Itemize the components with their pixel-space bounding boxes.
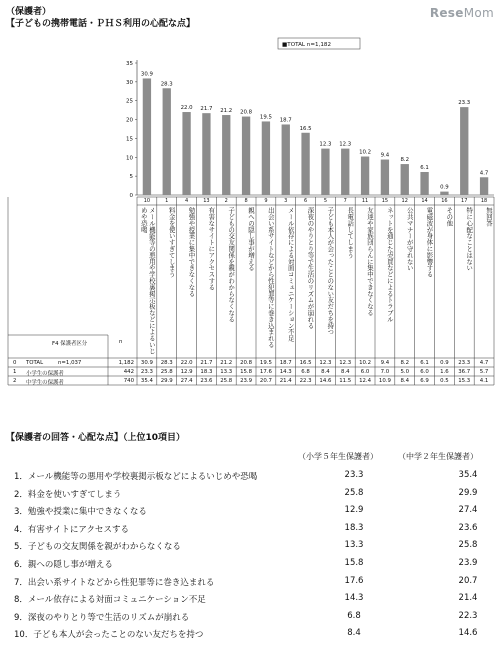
table-cell: 12.3: [319, 360, 332, 366]
table-cell: 7.0: [380, 369, 390, 375]
table-cell: 10.9: [378, 378, 391, 384]
category-label: 友達や家族団らんに集中できなくなる: [365, 207, 374, 316]
bar-value-label: 6.1: [420, 164, 429, 171]
ranking-row: [14, 505, 494, 523]
ranking-label: 8．メール依存による対面コミュニケーション不足: [14, 595, 206, 606]
category-label: 子ども本人が会ったことのない友だちを持つ: [326, 207, 335, 335]
row-n: 442: [123, 369, 134, 375]
bar-value-label: 19.5: [259, 114, 272, 121]
table-cell: 10.2: [359, 360, 372, 366]
table-cell: 5.7: [479, 369, 489, 375]
bar-value-label: 22.0: [180, 105, 193, 112]
bar-value-label: 18.7: [279, 117, 292, 124]
item-number: 5: [323, 198, 327, 204]
table-cell: 8.4: [400, 378, 410, 384]
table-cell: 25.8: [160, 369, 173, 375]
ranking-label: 4．有害サイトにアクセスする: [14, 524, 130, 535]
table-cell: 8.4: [340, 369, 350, 375]
ranking-middle-value: 23.6: [458, 522, 478, 533]
bar-value-label: 8.2: [400, 157, 410, 164]
table-cell: 4.1: [479, 378, 489, 384]
row-label: 中学生の保護者: [26, 380, 64, 386]
table-cell: 23.9: [240, 378, 253, 384]
ranking-label: 7．出会い系サイトなどから性犯罪等に巻き込まれる: [14, 577, 215, 588]
row-n: 1,182: [118, 360, 134, 366]
table-cell: 0.5: [440, 378, 449, 384]
ranking-row: [14, 488, 494, 506]
column-header-elementary: （小学５年生保護者）: [298, 452, 378, 461]
table-cell: 21.4: [279, 378, 292, 384]
table-cell: 11.5: [339, 378, 352, 384]
bar-value-label: 28.3: [160, 81, 173, 88]
ranking-row: [14, 611, 494, 629]
table-cell: 6.8: [301, 369, 310, 375]
ranking-middle-value: 25.8: [458, 540, 478, 551]
table-cell: 9.4: [380, 360, 390, 366]
y-tick-label: 5: [129, 174, 133, 181]
y-tick-label: 35: [126, 61, 133, 67]
item-number: 2: [224, 198, 228, 204]
category-label: 子どもの交友関係を親がわからなくなる: [227, 207, 236, 323]
bar-value-label: 23.3: [458, 100, 471, 107]
row-label: TOTAL: [26, 360, 44, 366]
table-cell: 12.3: [339, 360, 352, 366]
ranking-middle-value: 29.9: [458, 487, 478, 498]
bar-value-label: 10.2: [359, 149, 372, 156]
y-tick-label: 10: [126, 155, 133, 162]
ranking-row: [14, 540, 494, 558]
ranking-middle-value: 14.6: [458, 628, 478, 639]
category-label: メール依存による対面コミュニケーション不足: [286, 207, 295, 342]
table-cell: 20.7: [259, 378, 272, 384]
ranking-label: 6．親への隠し事が増える: [14, 560, 113, 570]
category-label: 公共マナーが守れない: [405, 207, 414, 271]
y-tick-label: 25: [126, 98, 133, 105]
ranking-label: 3．勉強や授業に集中できなくなる: [14, 507, 147, 518]
bar-value-label: 12.3: [339, 141, 352, 148]
ranking-elementary-value: 23.3: [344, 470, 364, 480]
row-n-label: n=1,037: [58, 360, 82, 366]
table-cell: 6.0: [420, 369, 429, 375]
table-cell: 12.4: [359, 378, 372, 384]
item-number: 17: [461, 198, 468, 204]
category-label: 出会い系サイトなどから性犯罪等に巻き込まれる: [266, 207, 275, 348]
table-cell: 30.9: [140, 360, 153, 366]
table-n-header: n: [119, 339, 123, 345]
ranking-row: [14, 593, 494, 611]
table-cell: 18.3: [200, 369, 213, 375]
table-cell: 15.8: [240, 369, 253, 375]
table-cell: 19.5: [259, 360, 272, 366]
category-label: 親への隠し事が増える: [246, 207, 255, 271]
ranking-label: 9．深夜のやりとり等で生活のリズムが崩れる: [14, 612, 190, 623]
item-number: 6: [303, 198, 308, 204]
item-number: 9: [264, 198, 268, 204]
bar-value-label: 0.9: [440, 184, 449, 191]
category-label: 深夜のやりとり等で生活のリズムが崩れる: [306, 207, 315, 329]
table-cell: 8.2: [400, 360, 410, 366]
column-header-middle: （中学２年生保護者）: [398, 452, 478, 461]
y-tick-label: 0: [129, 193, 133, 199]
item-number: 1: [165, 198, 169, 204]
ranking-elementary-value: 14.3: [344, 593, 364, 604]
logo-text-b: Mom: [463, 6, 494, 20]
ranking-elementary-value: 8.4: [347, 628, 361, 639]
category-label: 長電話してしまう: [346, 207, 355, 259]
ranking-elementary-value: 12.9: [344, 505, 364, 516]
bar-value-label: 21.2: [220, 108, 233, 115]
row-label: 小学生の保護者: [26, 371, 64, 377]
table-cell: 12.9: [180, 369, 193, 375]
ranking-elementary-value: 6.8: [347, 610, 361, 621]
table-cell: 15.3: [458, 378, 471, 384]
table-cell: 21.7: [200, 360, 213, 366]
row-n: 740: [123, 378, 134, 384]
table-cell: 23.3: [458, 360, 471, 366]
bar-value-label: 21.7: [200, 106, 213, 113]
table-cell: 8.4: [321, 369, 330, 375]
bar-value-label: 12.3: [319, 141, 332, 148]
y-tick-label: 30: [126, 79, 133, 86]
item-number: 18: [480, 198, 488, 204]
table-cell: 6.0: [360, 369, 370, 375]
ranking-label: 10．子ども本人が会ったことのない友だちを持つ: [14, 630, 204, 641]
bar-value-label: 30.9: [140, 71, 153, 78]
ranking-title: 【保護者の回答・心配な点】（上位10項目）: [6, 433, 186, 443]
ranking-row: [14, 558, 494, 576]
ranking-elementary-value: 15.8: [344, 558, 364, 568]
table-cell: 25.8: [220, 378, 233, 384]
category-label: その他: [445, 207, 454, 227]
ranking-middle-value: 23.9: [458, 558, 478, 568]
item-number: 3: [284, 198, 288, 204]
category-label: 電磁波が身体に影響する: [425, 207, 434, 278]
bar-value-label: 9.4: [380, 152, 390, 159]
item-number: 4: [184, 198, 189, 204]
ranking-elementary-value: 17.6: [344, 575, 364, 586]
ranking-label: 1．メール機能等の悪用や学校裏掲示板などによるいじめや恐喝: [14, 472, 258, 482]
item-number: 14: [421, 198, 428, 204]
table-cell: 1.6: [440, 369, 449, 375]
ranking-middle-value: 20.7: [458, 575, 478, 586]
table-cell: 28.3: [160, 360, 173, 366]
table-cell: 27.4: [180, 378, 193, 384]
table-cell: 21.2: [220, 360, 233, 366]
category-label: ネットを通じた売買などによるトラブル: [385, 207, 394, 323]
table-cell: 23.6: [200, 378, 213, 384]
ranking-label: 2．料金を使いすぎてしまう: [14, 489, 122, 500]
item-number: 12: [401, 198, 408, 204]
ranking-row: [14, 628, 494, 646]
item-number: 10: [143, 198, 151, 204]
logo-text-a: Rese: [429, 6, 464, 20]
ranking-elementary-value: 25.8: [344, 487, 364, 498]
ranking-row: [14, 470, 494, 488]
ranking-middle-value: 21.4: [458, 593, 478, 604]
item-number: 11: [361, 198, 369, 204]
item-number: 13: [203, 198, 210, 204]
table-cell: 13.3: [220, 369, 233, 375]
category-label: 特に心配なことはない: [465, 207, 474, 271]
table-cell: 5.0: [400, 369, 410, 375]
bar-value-label: 16.5: [299, 125, 312, 132]
table-cell: 20.8: [240, 360, 253, 366]
table-cell: 17.6: [259, 369, 272, 375]
group-label: （保護者）: [6, 7, 52, 17]
table-cell: 23.3: [140, 369, 153, 375]
legend-label: ■TOTAL n=1,182: [282, 42, 332, 48]
row-number: 1: [13, 369, 17, 375]
table-stub-header: F4 保護者区分: [52, 341, 88, 347]
item-number: 16: [441, 198, 448, 204]
table-cell: 6.9: [420, 378, 429, 384]
y-tick-label: 20: [126, 117, 133, 124]
row-number: 0: [13, 360, 17, 366]
item-number: 8: [244, 198, 248, 204]
category-label: 勉強や授業に集中できなくなる: [187, 207, 196, 297]
bar-value-label: 4.7: [479, 170, 489, 177]
table-cell: 22.0: [180, 360, 193, 366]
table-cell: 18.7: [279, 360, 292, 366]
ranking-middle-value: 22.3: [458, 610, 478, 621]
table-cell: 22.3: [299, 378, 312, 384]
table-cell: 14.3: [279, 369, 292, 375]
category-label: 無回答: [484, 207, 493, 227]
category-label: 料金を使いすぎてしまう: [167, 207, 176, 278]
table-cell: 29.9: [160, 378, 173, 384]
table-cell: 4.7: [479, 360, 489, 366]
table-cell: 36.7: [458, 369, 471, 375]
ranking-elementary-value: 18.3: [344, 522, 364, 533]
ranking-middle-value: 27.4: [458, 505, 478, 516]
ranking-elementary-value: 13.3: [344, 540, 364, 551]
item-number: 15: [381, 198, 389, 204]
table-cell: 14.6: [319, 378, 332, 384]
bar-value-label: 20.8: [240, 109, 253, 116]
table-cell: 6.1: [420, 360, 429, 366]
table-cell: 35.4: [140, 378, 153, 384]
ranking-middle-value: 35.4: [458, 470, 478, 480]
ranking-label: 5．子どもの交友関係を親がわからなくなる: [14, 542, 181, 553]
table-cell: 0.9: [440, 360, 449, 366]
row-number: 2: [13, 378, 17, 384]
ranking-row: [14, 523, 494, 541]
ranking-row: [14, 576, 494, 594]
category-label: メール機能等の悪用や学校裏掲示板などによるいじめや恐喝: [139, 207, 156, 355]
item-number: 7: [343, 198, 347, 204]
category-label: 有害なサイトにアクセスする: [207, 207, 216, 291]
table-cell: 16.5: [299, 360, 312, 366]
chart-title: 【子どもの携帯電話・ＰＨＳ利用の心配な点】: [6, 19, 196, 29]
y-tick-label: 15: [126, 136, 133, 143]
